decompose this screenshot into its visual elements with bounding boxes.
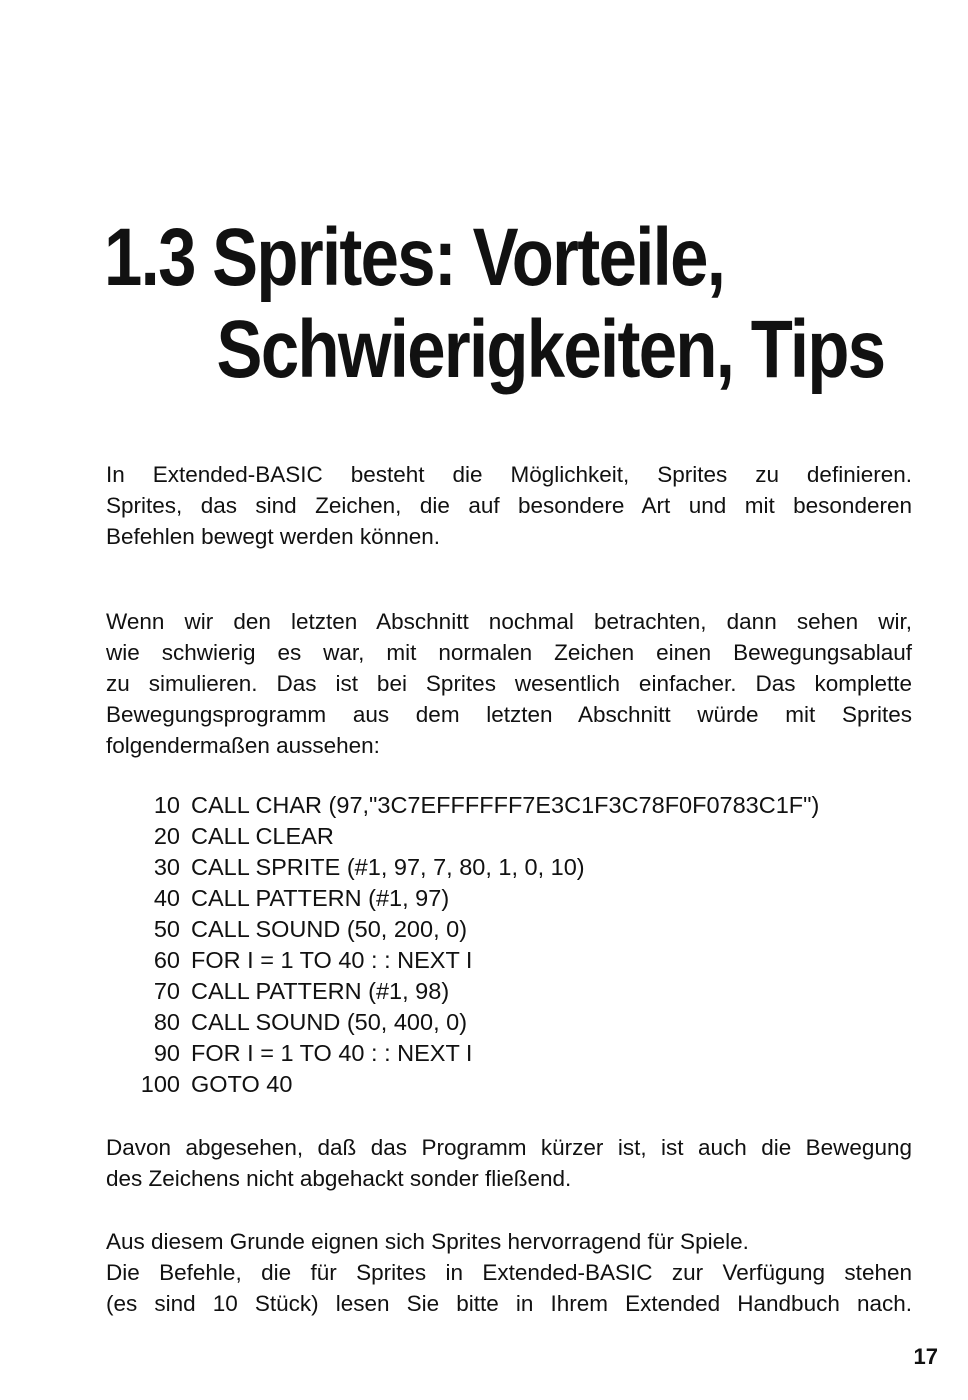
- line-code: CALL CLEAR: [191, 823, 334, 849]
- line-number: 30: [153, 854, 180, 880]
- program-line: [130, 945, 819, 976]
- line-number: 100: [140, 1071, 180, 1097]
- line-code: CALL CHAR (97,"3C7EFFFFFF7E3C1F3C78F0F0783C1F"): [191, 792, 820, 818]
- text-line: Sprites, das sind Zeichen, die auf besondere Art und mit besonderen: [106, 493, 912, 518]
- program-line: [130, 821, 819, 852]
- line-number: 40: [153, 885, 180, 911]
- page-number: 17: [913, 1344, 938, 1369]
- text-line: wie schwierig es war, mit normalen Zeichen einen Bewegungsablauf: [106, 640, 912, 665]
- line-number: 20: [153, 823, 180, 849]
- program-line: [130, 852, 819, 883]
- line-number: 80: [153, 1009, 180, 1035]
- text-line: (es sind 10 Stück) lesen Sie bitte in Ihrem Extended Handbuch nach.: [106, 1291, 912, 1316]
- program-listing: [130, 790, 819, 1100]
- text-line: Aus diesem Grunde eignen sich Sprites hervorragend für Spiele.: [106, 1229, 749, 1254]
- line-number: 90: [153, 1040, 180, 1066]
- text-line: zu simulieren. Das ist bei Sprites wesentlich einfacher. Das komplette: [106, 671, 912, 696]
- line-code: CALL SPRITE (#1, 97, 7, 80, 1, 0, 10): [191, 854, 585, 880]
- program-line: [130, 914, 819, 945]
- line-code: CALL SOUND (50, 400, 0): [191, 1009, 468, 1035]
- program-line: [130, 1007, 819, 1038]
- text-line: folgendermaßen aussehen:: [106, 733, 380, 758]
- intro-paragraph: [106, 459, 912, 552]
- result-paragraph: [106, 1132, 912, 1194]
- program-line: [130, 790, 819, 821]
- line-number: 50: [153, 916, 180, 942]
- text-line: Bewegungsprogramm aus dem letzten Abschnitt würde mit Sprites: [106, 702, 912, 727]
- explanation-paragraph: [106, 606, 912, 761]
- line-code: GOTO 40: [191, 1071, 293, 1097]
- text-line: In Extended-BASIC besteht die Möglichkeit, Sprites zu definieren.: [106, 462, 912, 487]
- closing-paragraph: [106, 1226, 912, 1319]
- line-number: 60: [153, 947, 180, 973]
- section-heading: [104, 212, 884, 396]
- text-line: Die Befehle, die für Sprites in Extended-BASIC zur Verfügung stehen: [106, 1260, 912, 1285]
- text-line: des Zeichens nicht abgehackt sonder fließend.: [106, 1166, 572, 1191]
- text-line: Befehlen bewegt werden können.: [106, 524, 440, 549]
- line-number: 10: [153, 792, 180, 818]
- heading-line-1: 1.3 Sprites: Vorteile,: [104, 212, 725, 303]
- line-code: CALL PATTERN (#1, 98): [191, 978, 450, 1004]
- text-line: Wenn wir den letzten Abschnitt nochmal betrachten, dann sehen wir,: [106, 609, 912, 634]
- line-code: CALL PATTERN (#1, 97): [191, 885, 450, 911]
- program-line: [130, 976, 819, 1007]
- line-code: CALL SOUND (50, 200, 0): [191, 916, 468, 942]
- text-line: Davon abgesehen, daß das Programm kürzer ist, ist auch die Bewegung: [106, 1135, 912, 1160]
- program-line: [130, 1069, 819, 1100]
- line-number: 70: [153, 978, 180, 1004]
- program-line: [130, 883, 819, 914]
- line-code: FOR I = 1 TO 40 : : NEXT I: [191, 1040, 473, 1066]
- line-code: FOR I = 1 TO 40 : : NEXT I: [191, 947, 473, 973]
- program-line: [130, 1038, 819, 1069]
- heading-line-2: Schwierigkeiten, Tips: [216, 304, 885, 395]
